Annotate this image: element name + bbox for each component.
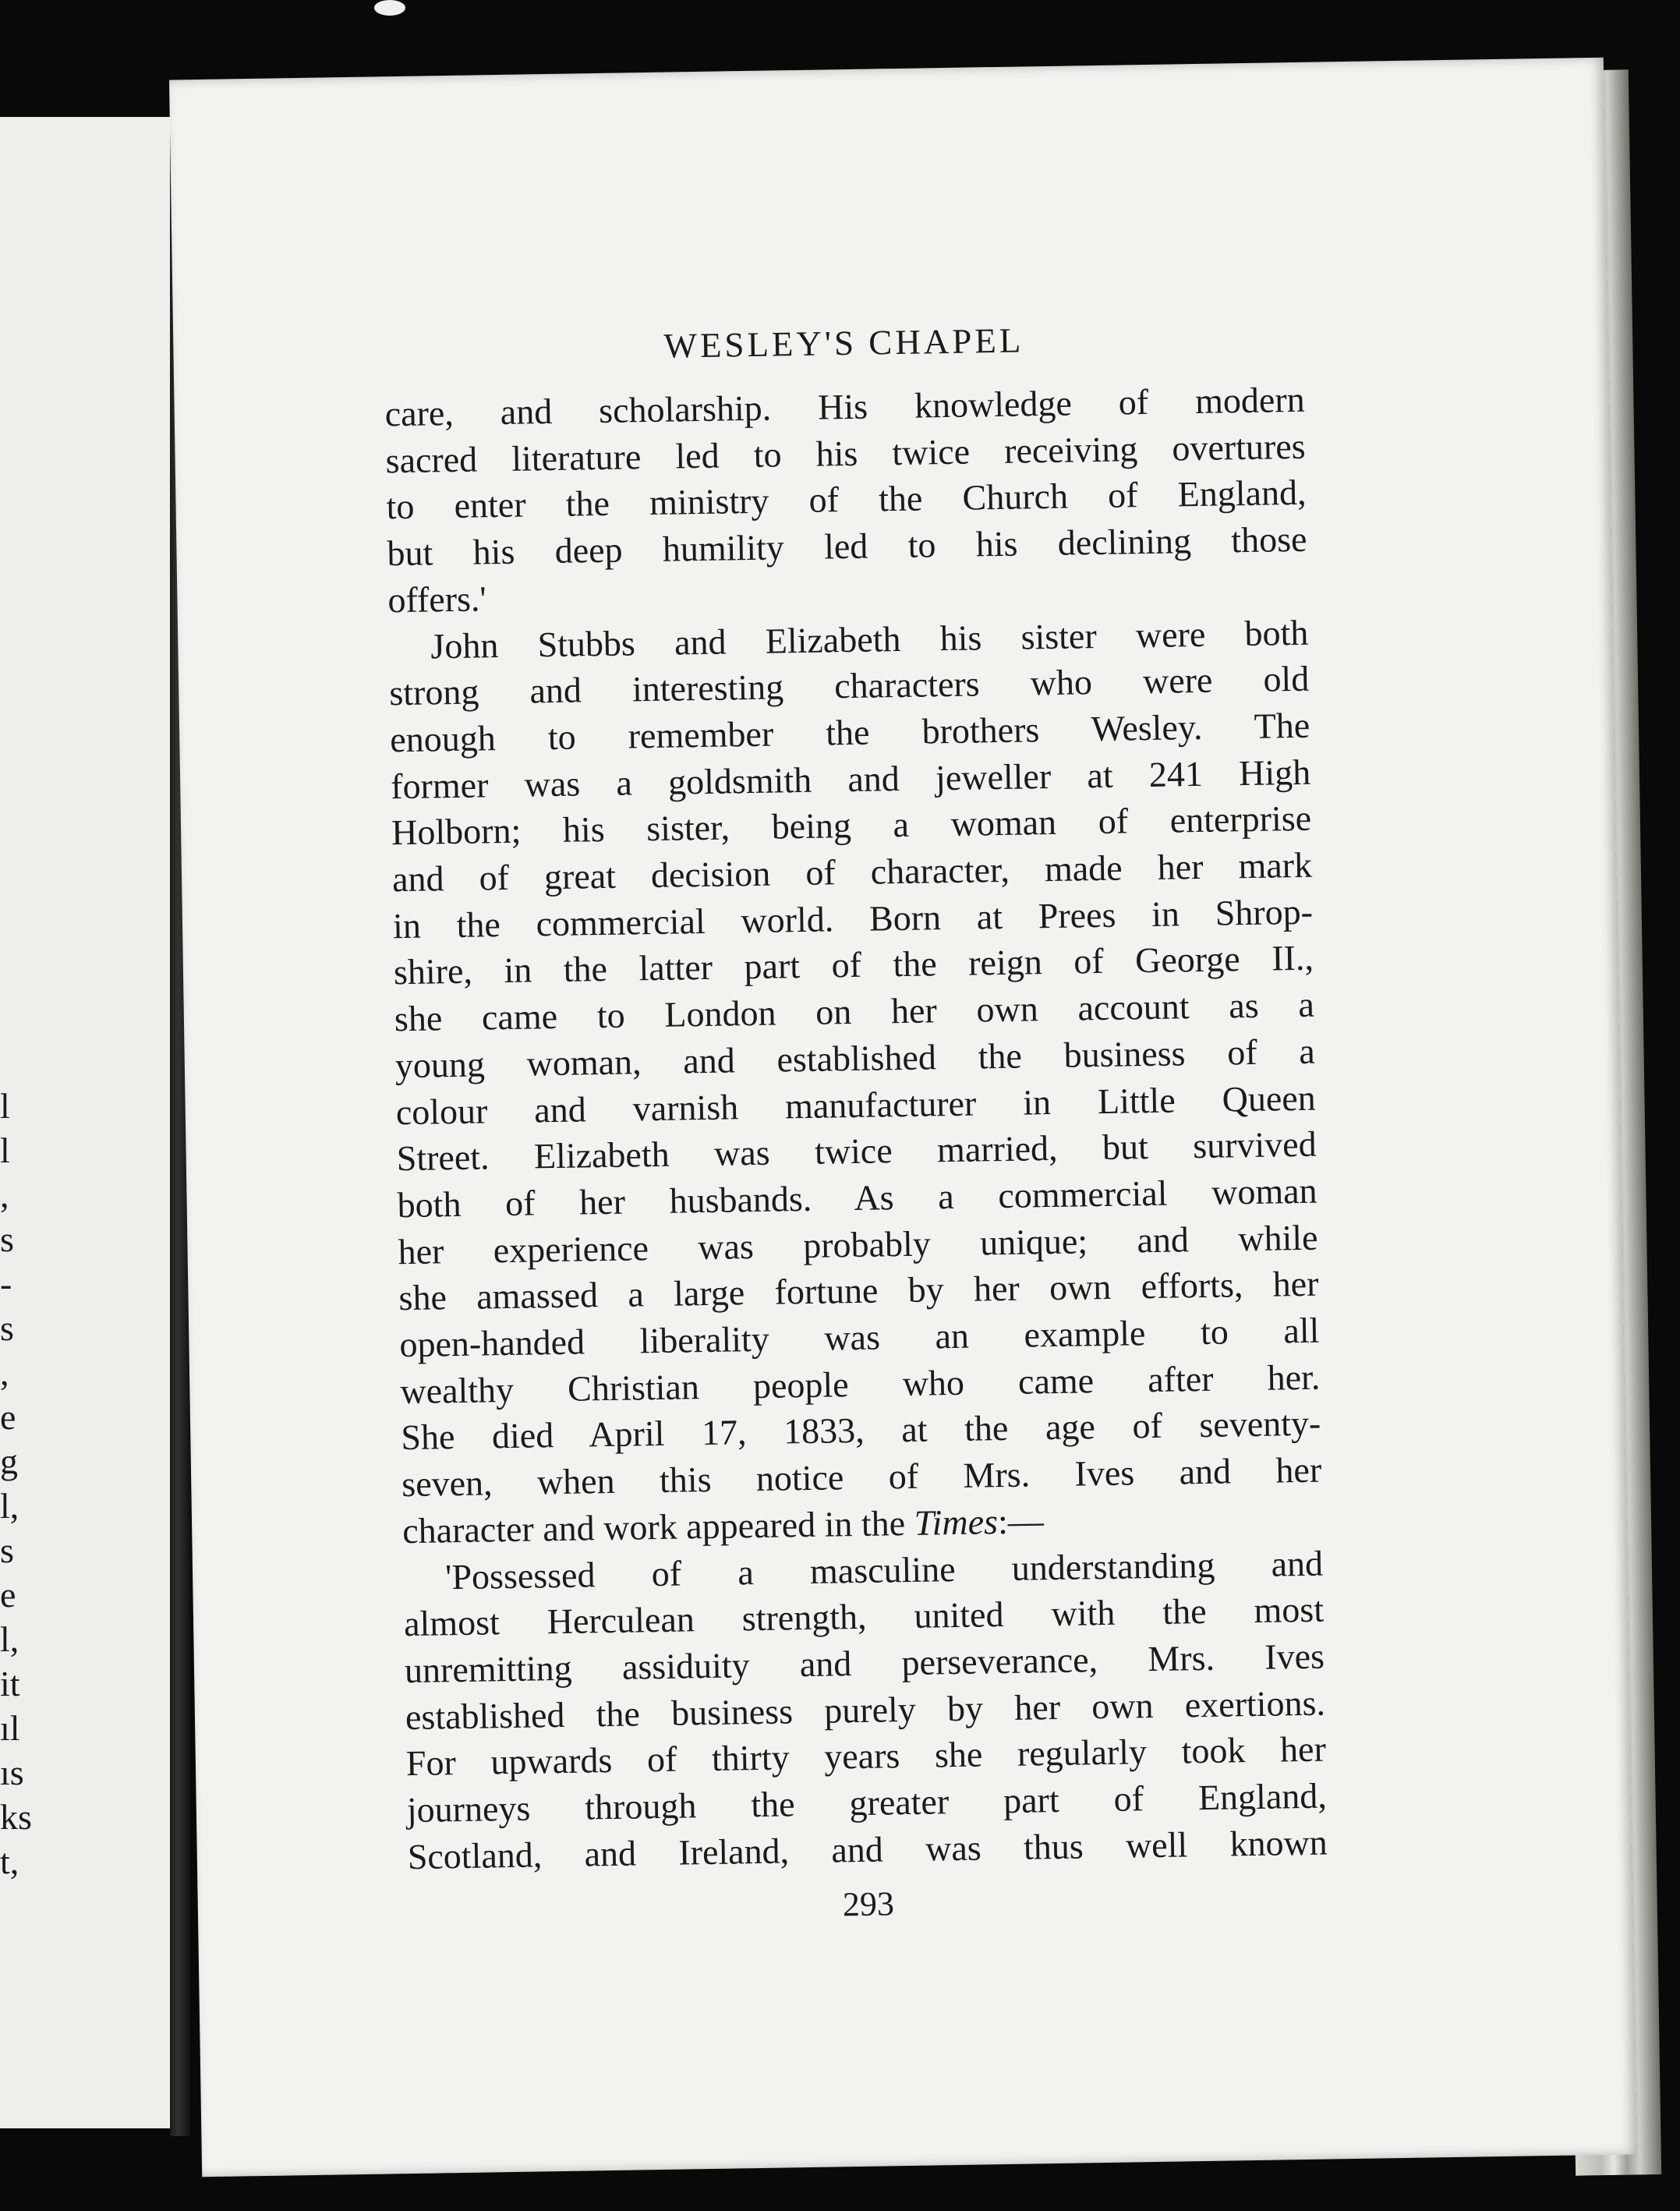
text-line: she amassed a large fortune by her own efforts, her [398,1264,1319,1318]
newspaper-title: Times [914,1502,999,1543]
text-line: her experience was probably unique; and while [398,1217,1318,1272]
text-line: wealthy Christian people who came after her. [400,1357,1321,1411]
edge-letter: ıl [0,1708,20,1748]
edge-letter: e [0,1397,16,1437]
edge-letter: ıs [0,1753,24,1792]
edge-letter: s [0,1308,14,1348]
text-line: Scotland, and Ireland, and was thus well known [407,1822,1328,1877]
edge-letter: , [0,1353,9,1392]
edge-letter: l [0,1086,10,1126]
scan-speck [374,0,405,16]
text-line: character and work appeared in the Times:— [401,1501,1045,1551]
text-line: John Stubbs and Elizabeth his sister were both [430,612,1309,666]
text-line: but his deep humility led to his declining those [387,518,1307,574]
edge-letter: t, [0,1841,19,1881]
edge-letter: - [0,1264,12,1304]
edge-letter: e [0,1575,16,1615]
text-line: colour and varnish manufacturer in Little Queen [395,1077,1317,1132]
text-line: established the business purely by her own exertions. [405,1682,1326,1737]
text-line: to enter the ministry of the Church of England, [386,472,1307,527]
text-line: and of great decision of character, made her mark [391,844,1313,900]
body-text [384,377,1328,1880]
text-line: young woman, and established the business of a [394,1031,1316,1086]
text-line: Street. Elizabeth was twice married, but survived [396,1123,1317,1179]
text-line: seven, when this notice of Mrs. Ives and her [401,1449,1322,1505]
text-line: both of her husbands. As a commercial woman [397,1170,1317,1226]
text-line: in the commercial world. Born at Prees in Shrop- [392,891,1314,946]
edge-letter: , [0,1175,9,1215]
text-line: offers.' [387,578,487,621]
text-line: unremitting assiduity and perseverance, Mrs. Ives [404,1636,1325,1691]
text-line: strong and interesting characters who were old [388,658,1310,713]
text-line: care, and scholarship. His knowledge of modern [384,379,1306,434]
previous-page-fragment [0,117,179,2128]
text-line: enough to remember the brothers Wesley. The [389,705,1310,760]
text-line: former was a goldsmith and jeweller at 241 High [390,752,1311,806]
text-line: almost Herculean strength, united with the most [403,1589,1325,1644]
page-number: 293 [842,1884,895,1923]
edge-letter: l, [0,1486,19,1526]
text-line: For upwards of thirty years she regularly took her [405,1728,1327,1784]
edge-letter: g [0,1442,18,1481]
book-page [169,58,1636,2177]
text-line: open-handed liberality was an example to all [399,1310,1320,1365]
edge-letter: s [0,1219,14,1259]
text-line: shire, in the latter part of the reign of George II., [393,938,1314,992]
edge-letter: l, [0,1619,19,1659]
text-line: she came to London on her own account as a [394,984,1315,1039]
edge-letter: it [0,1664,20,1703]
running-head: WESLEY'S CHAPEL [663,320,1024,366]
previous-page-edge-letters [0,1084,31,1884]
text-line: Holborn; his sister, being a woman of enterprise [391,798,1312,853]
text-line: journeys through the greater part of England, [406,1775,1328,1831]
edge-letter: l [0,1130,10,1170]
text-line: sacred literature led to his twice receiving overtures [385,426,1306,481]
page-text-block [384,316,1328,1931]
edge-letter: ks [0,1797,32,1837]
text-line: She died April 17, 1833, at the age of seventy- [400,1403,1321,1458]
text-line: 'Possessed of a masculine understanding and [444,1543,1324,1597]
edge-letter: s [0,1530,14,1570]
